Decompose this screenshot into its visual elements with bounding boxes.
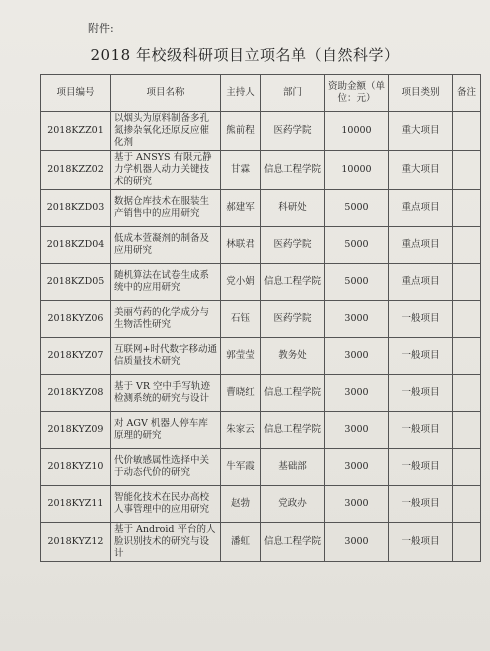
cell-note	[453, 301, 481, 338]
attachment-label: 附件:	[88, 22, 114, 35]
cell-funding: 5000	[325, 264, 389, 301]
cell-dept: 党政办	[261, 486, 325, 523]
table-row	[41, 190, 481, 227]
header-funding: 资助金额（单位：元）	[325, 75, 389, 112]
table-row	[41, 227, 481, 264]
cell-category: 一般项目	[389, 449, 453, 486]
cell-funding: 5000	[325, 227, 389, 264]
page-title: 2018 年校级科研项目立项名单（自然科学）	[90, 46, 400, 64]
cell-code: 2018KZD03	[41, 190, 111, 227]
cell-leader: 甘霖	[221, 151, 261, 190]
cell-category: 重点项目	[389, 190, 453, 227]
table-row	[41, 375, 481, 412]
cell-funding: 3000	[325, 486, 389, 523]
table-row	[41, 112, 481, 151]
cell-project-name: 智能化技术在民办高校人事管理中的应用研究	[111, 486, 221, 523]
table-row	[41, 338, 481, 375]
cell-funding: 3000	[325, 338, 389, 375]
table-row	[41, 523, 481, 562]
table-header-row	[41, 75, 481, 112]
cell-project-name: 随机算法在试卷生成系统中的应用研究	[111, 264, 221, 301]
cell-dept: 医药学院	[261, 301, 325, 338]
cell-category: 一般项目	[389, 375, 453, 412]
cell-dept: 科研处	[261, 190, 325, 227]
cell-note	[453, 151, 481, 190]
cell-project-name: 美丽芍药的化学成分与生物活性研究	[111, 301, 221, 338]
cell-note	[453, 523, 481, 562]
cell-leader: 林联君	[221, 227, 261, 264]
cell-note	[453, 449, 481, 486]
cell-funding: 3000	[325, 523, 389, 562]
cell-note	[453, 112, 481, 151]
cell-category: 重大项目	[389, 151, 453, 190]
cell-project-name: 基于 ANSYS 有限元静力学机器人动力关键技术的研究	[111, 151, 221, 190]
cell-funding: 3000	[325, 449, 389, 486]
cell-code: 2018KZD05	[41, 264, 111, 301]
cell-funding: 10000	[325, 151, 389, 190]
cell-dept: 信息工程学院	[261, 264, 325, 301]
cell-code: 2018KYZ08	[41, 375, 111, 412]
cell-code: 2018KYZ07	[41, 338, 111, 375]
cell-project-name: 基于 VR 空中手写轨迹检测系统的研究与设计	[111, 375, 221, 412]
cell-category: 重点项目	[389, 264, 453, 301]
cell-category: 重点项目	[389, 227, 453, 264]
cell-code: 2018KYZ09	[41, 412, 111, 449]
cell-category: 重大项目	[389, 112, 453, 151]
cell-dept: 教务处	[261, 338, 325, 375]
cell-code: 2018KYZ10	[41, 449, 111, 486]
table-row	[41, 449, 481, 486]
cell-code: 2018KYZ06	[41, 301, 111, 338]
cell-leader: 牛军霞	[221, 449, 261, 486]
cell-funding: 3000	[325, 375, 389, 412]
cell-leader: 潘虹	[221, 523, 261, 562]
cell-project-name: 基于 Android 平台的人脸识别技术的研究与设计	[111, 523, 221, 562]
cell-category: 一般项目	[389, 486, 453, 523]
cell-funding: 5000	[325, 190, 389, 227]
header-leader: 主持人	[221, 75, 261, 112]
header-note: 备注	[453, 75, 481, 112]
cell-dept: 医药学院	[261, 112, 325, 151]
cell-dept: 信息工程学院	[261, 375, 325, 412]
cell-note	[453, 227, 481, 264]
cell-dept: 信息工程学院	[261, 523, 325, 562]
cell-project-name: 互联网+时代数字移动通信质量技术研究	[111, 338, 221, 375]
cell-leader: 熊前程	[221, 112, 261, 151]
cell-category: 一般项目	[389, 523, 453, 562]
cell-dept: 信息工程学院	[261, 151, 325, 190]
cell-funding: 3000	[325, 301, 389, 338]
table-row	[41, 264, 481, 301]
cell-code: 2018KZD04	[41, 227, 111, 264]
cell-leader: 党小娟	[221, 264, 261, 301]
cell-note	[453, 412, 481, 449]
cell-category: 一般项目	[389, 338, 453, 375]
header-dept: 部门	[261, 75, 325, 112]
header-category: 项目类别	[389, 75, 453, 112]
table-row	[41, 151, 481, 190]
cell-dept: 基础部	[261, 449, 325, 486]
cell-note	[453, 375, 481, 412]
cell-note	[453, 190, 481, 227]
table-row	[41, 412, 481, 449]
cell-leader: 石钰	[221, 301, 261, 338]
cell-note	[453, 264, 481, 301]
cell-leader: 曹晓红	[221, 375, 261, 412]
table-row	[41, 301, 481, 338]
cell-code: 2018KYZ11	[41, 486, 111, 523]
cell-code: 2018KZZ01	[41, 112, 111, 151]
cell-category: 一般项目	[389, 412, 453, 449]
cell-leader: 朱家云	[221, 412, 261, 449]
cell-note	[453, 486, 481, 523]
cell-dept: 信息工程学院	[261, 412, 325, 449]
cell-dept: 医药学院	[261, 227, 325, 264]
cell-note	[453, 338, 481, 375]
cell-leader: 郭莹莹	[221, 338, 261, 375]
cell-project-name: 低成本萱凝剂的制备及应用研究	[111, 227, 221, 264]
project-table	[40, 74, 481, 562]
cell-project-name: 对 AGV 机器人停车库原理的研究	[111, 412, 221, 449]
cell-funding: 10000	[325, 112, 389, 151]
header-code: 项目编号	[41, 75, 111, 112]
cell-project-name: 数据仓库技术在服装生产销售中的应用研究	[111, 190, 221, 227]
header-name: 项目名称	[111, 75, 221, 112]
cell-funding: 3000	[325, 412, 389, 449]
cell-project-name: 代价敏感属性选择中关于动态代价的研究	[111, 449, 221, 486]
cell-category: 一般项目	[389, 301, 453, 338]
cell-code: 2018KYZ12	[41, 523, 111, 562]
cell-leader: 郝建军	[221, 190, 261, 227]
cell-leader: 赵勃	[221, 486, 261, 523]
table-row	[41, 486, 481, 523]
table-body	[41, 112, 481, 562]
cell-code: 2018KZZ02	[41, 151, 111, 190]
cell-project-name: 以烟头为原料制备多孔氮掺杂氧化还原反应催化剂	[111, 112, 221, 151]
